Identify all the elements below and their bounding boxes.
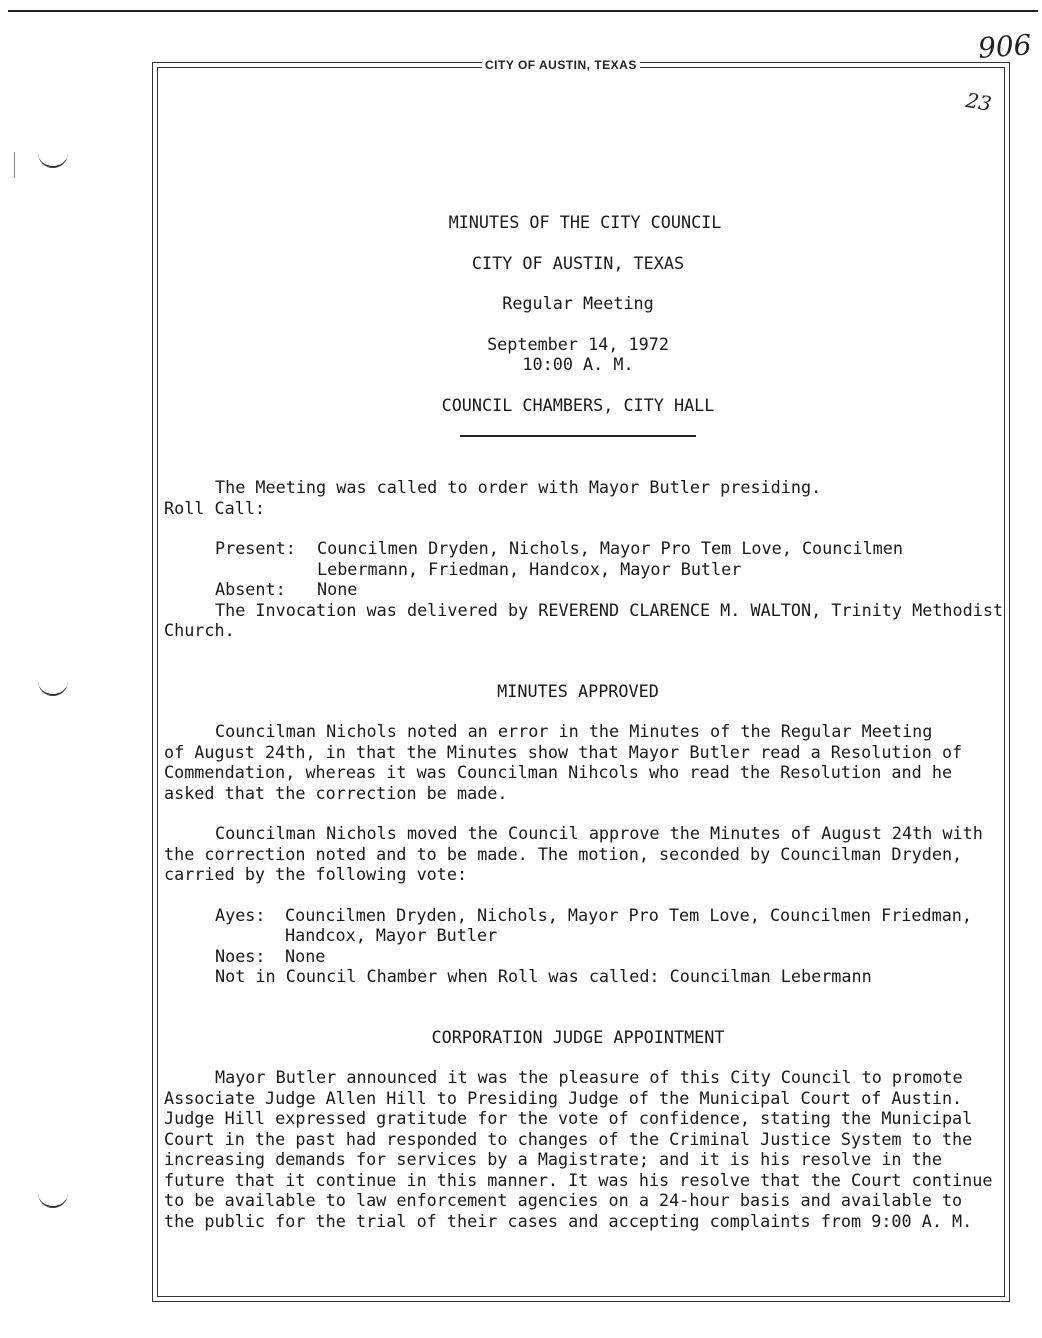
paragraph-line: Court in the past had responded to changes of the Criminal Justice System to the: [164, 1128, 973, 1149]
paragraph-line: the correction noted and to be made. The motion, seconded by Councilman Dryden,: [164, 843, 963, 864]
call-to-order: The Meeting was called to order with Mayor Butler presiding.: [215, 477, 822, 497]
minutes-paragraph-1: [164, 721, 1006, 803]
meeting-time: 10:00 A. M.: [522, 354, 634, 374]
meeting-location: COUNCIL CHAMBERS, CITY HALL: [441, 394, 715, 415]
paragraph-line: of August 24th, in that the Minutes show that Mayor Butler read a Resolution of: [164, 741, 963, 762]
paragraph-line: Councilman Nichols moved the Council approve the Minutes of August 24th with: [215, 823, 983, 843]
title-line-2: CITY OF AUSTIN, TEXAS: [471, 252, 685, 273]
ayes-names-2: Handcox, Mayor Butler: [285, 925, 498, 945]
paragraph-line: Commendation, whereas it was Councilman Nihcols who read the Resolution and he: [164, 762, 953, 782]
top-scan-rule: [8, 10, 1038, 12]
paragraph-line: increasing demands for services by a Magistrate; and it is his resolve in the: [164, 1149, 942, 1169]
not-in-chamber: Not in Council Chamber when Roll was called: Councilman Lebermann: [215, 966, 872, 986]
section-heading-minutes-approved: MINUTES APPROVED: [497, 680, 659, 701]
meeting-type: Regular Meeting: [502, 293, 654, 313]
section-heading-corporation-judge: CORPORATION JUDGE APPOINTMENT: [431, 1026, 725, 1047]
paragraph-line: Judge Hill expressed gratitude for the vote of confidence, stating the Municipal: [164, 1108, 973, 1128]
binder-hole-mark-2: [38, 680, 68, 696]
noes-row: [164, 946, 1006, 967]
binder-hole-mark-1: [38, 152, 68, 168]
document-body: [164, 212, 1006, 1231]
present-row-cont: [164, 559, 1006, 580]
roll-call-label: Roll Call:: [164, 497, 266, 518]
invocation-line-1: The Invocation was delivered by REVEREND CLARENCE M. WALTON, Trinity Methodist: [215, 599, 1004, 620]
present-row: [164, 538, 1006, 559]
present-label: Present:: [215, 538, 296, 558]
ayes-names-1: Councilmen Dryden, Nichols, Mayor Pro Tem Love, Councilmen Friedman,: [285, 904, 973, 925]
present-names-2: Lebermann, Friedman, Handcox, Mayor Butler: [317, 558, 742, 579]
paragraph-line: Mayor Butler announced it was the pleasure of this City Council to promote: [215, 1067, 963, 1087]
paragraph-line: to be available to law enforcement agencies on a 24-hour basis and available to: [164, 1190, 963, 1210]
handwritten-page-number: 906: [976, 28, 1033, 65]
meeting-date: September 14, 1972: [487, 333, 669, 354]
paragraph-line: future that it continue in this manner. It was his resolve that the Court continue: [164, 1169, 993, 1190]
minutes-paragraph-2: [164, 823, 1006, 885]
title-line-1: MINUTES OF THE CITY COUNCIL: [448, 212, 722, 232]
noes-value: None: [285, 945, 326, 966]
present-names-1: Councilmen Dryden, Nichols, Mayor Pro Tem Love, Councilmen: [317, 538, 903, 558]
ayes-label: Ayes:: [215, 904, 266, 925]
judge-paragraph: [164, 1067, 1006, 1231]
handwritten-annotation: 23: [964, 87, 994, 117]
paragraph-line: carried by the following vote:: [164, 864, 468, 884]
paragraph-line: Councilman Nichols noted an error in the Minutes of the Regular Meeting: [215, 721, 933, 741]
absent-row: [164, 579, 1006, 600]
noes-label: Noes:: [215, 945, 266, 966]
frame-title: CITY OF AUSTIN, TEXAS: [482, 58, 640, 72]
paragraph-line: the public for the trial of their cases and accepting complaints from 9:00 A. M.: [164, 1210, 973, 1231]
binder-hole-mark-3: [38, 1192, 68, 1208]
margin-tick-mark: [14, 152, 15, 178]
absent-value: None: [317, 579, 358, 599]
ayes-row: [164, 905, 1006, 926]
absent-label: Absent:: [215, 579, 286, 599]
paragraph-line: Associate Judge Allen Hill to Presiding Judge of the Municipal Court of Austin.: [164, 1087, 963, 1108]
invocation-line-2: Church.: [164, 620, 235, 640]
ayes-row-cont: [164, 925, 1006, 946]
header-divider: [460, 435, 696, 437]
paragraph-line: asked that the correction be made.: [164, 782, 508, 803]
